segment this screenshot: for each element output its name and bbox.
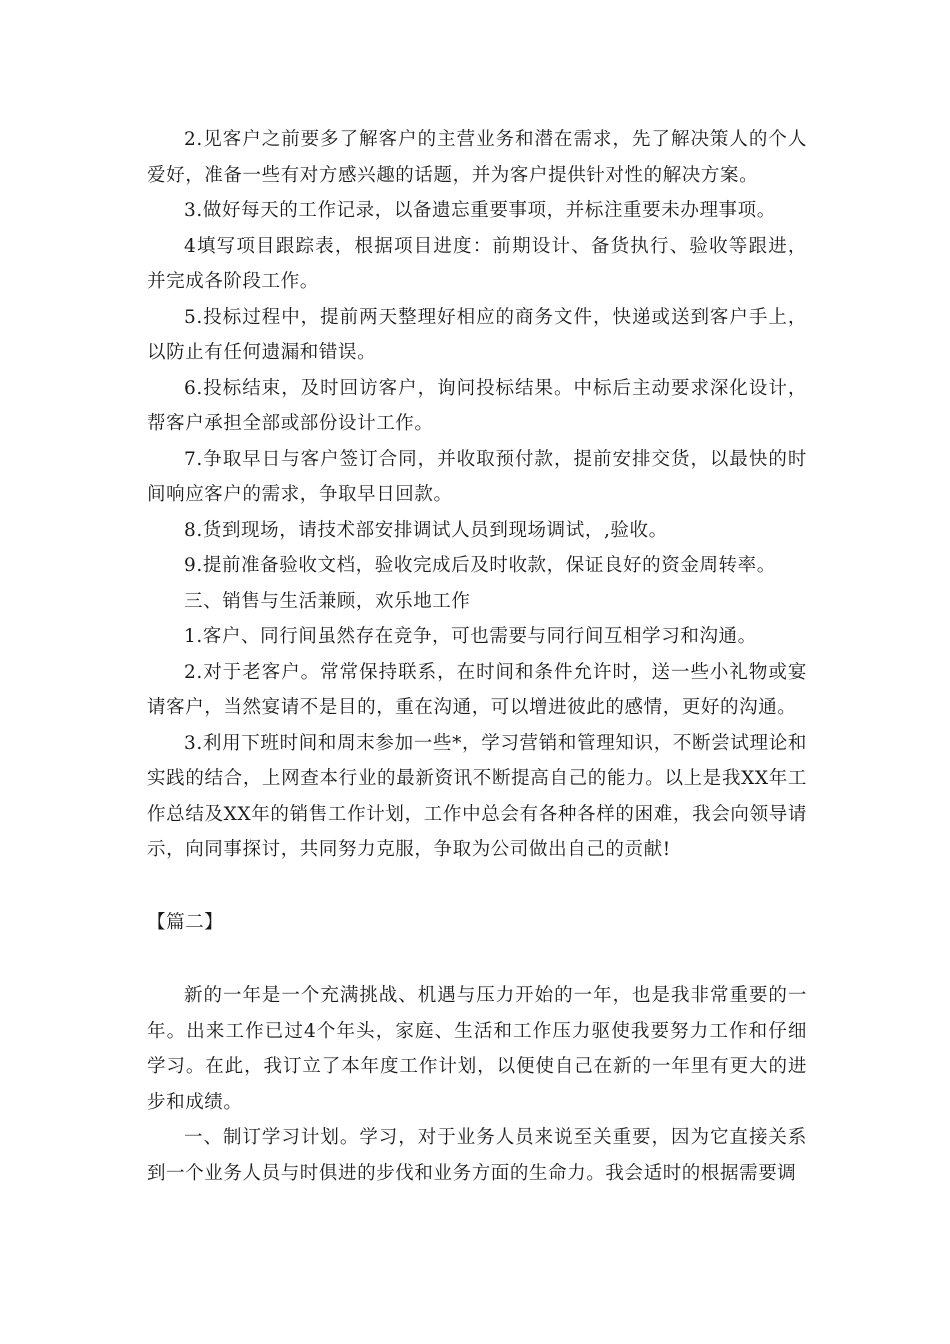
spacer [147, 868, 807, 905]
paragraph-item-8: 8.货到现场，请技术部安排调试人员到现场调试，,验收。 [184, 519, 668, 541]
section-heading-three: 三、销售与生活兼顾，欢乐地工作 [184, 590, 471, 612]
paragraph-item-4: 4填写项目跟踪表，根据项目进度：前期设计、备货执行、验收等跟进，并完成各阶段工作。 [147, 235, 807, 292]
paragraph-item-1b: 1.客户、同行间虽然存在竞争，可也需要与同行间互相学习和沟通。 [184, 626, 757, 647]
paragraph-item-3: 3.做好每天的工作记录，以备遗忘重要事项，并标注重要未办理事项。 [184, 200, 776, 221]
part-two-study-plan-paragraph: 一、制订学习计划。学习，对于业务人员来说至关重要，因为它直接关系到一个业务人员与时俱进的步伐和业务方面的生命力。我会适时的根据需要调 [147, 1127, 807, 1184]
paragraph-item-2: 2.见客户之前要多了解客户的主营业务和潜在需求，先了解决策人的个人爱好，准备一些有对方感兴趣的话题，并为客户提供针对性的解决方案。 [147, 129, 807, 186]
part-two-heading: 【篇二】 [147, 911, 224, 933]
paragraph-item-9: 9.提前准备验收文档，验收完成后及时收款，保证良好的资金周转率。 [184, 555, 776, 576]
paragraph-item-3b: 3.利用下班时间和周末参加一些*，学习营销和管理知识，不断尝试理论和实践的结合，上网查本行业的最新资讯不断提高自己的能力。以上是我XX年工作总结及XX年的销售工作计划，工作中总会有各种各样的困难，我会向领导请示，向同事探讨，共同努力克服，争取为公司做出自己的贡献! [147, 732, 807, 860]
part-two-intro-paragraph: 新的一年是一个充满挑战、机遇与压力开始的一年，也是我非常重要的一年。出来工作已过4个年头，家庭、生活和工作压力驱使我要努力工作和仔细学习。在此，我订立了本年度工作计划，以便使自己在新的一年里有更大的进步和成绩。 [147, 985, 807, 1113]
spacer [147, 940, 807, 978]
paragraph-item-2b: 2.对于老客户。常常保持联系，在时间和条件允许时，送一些小礼物或宴请客户，当然宴请不是目的，重在沟通，可以增进彼此的感情，更好的沟通。 [147, 661, 807, 718]
paragraph-item-7: 7.争取早日与客户签订合同，并收取预付款，提前安排交货，以最快的时间响应客户的需求，争取早日回款。 [147, 448, 807, 505]
paragraph-item-6: 6.投标结束，及时回访客户，询问投标结果。中标后主动要求深化设计，帮客户承担全部或部份设计工作。 [147, 377, 807, 434]
paragraph-item-5: 5.投标过程中，提前两天整理好相应的商务文件，快递或送到客户手上，以防止有任何遗漏和错误。 [147, 306, 807, 363]
document-page [147, 122, 807, 1191]
